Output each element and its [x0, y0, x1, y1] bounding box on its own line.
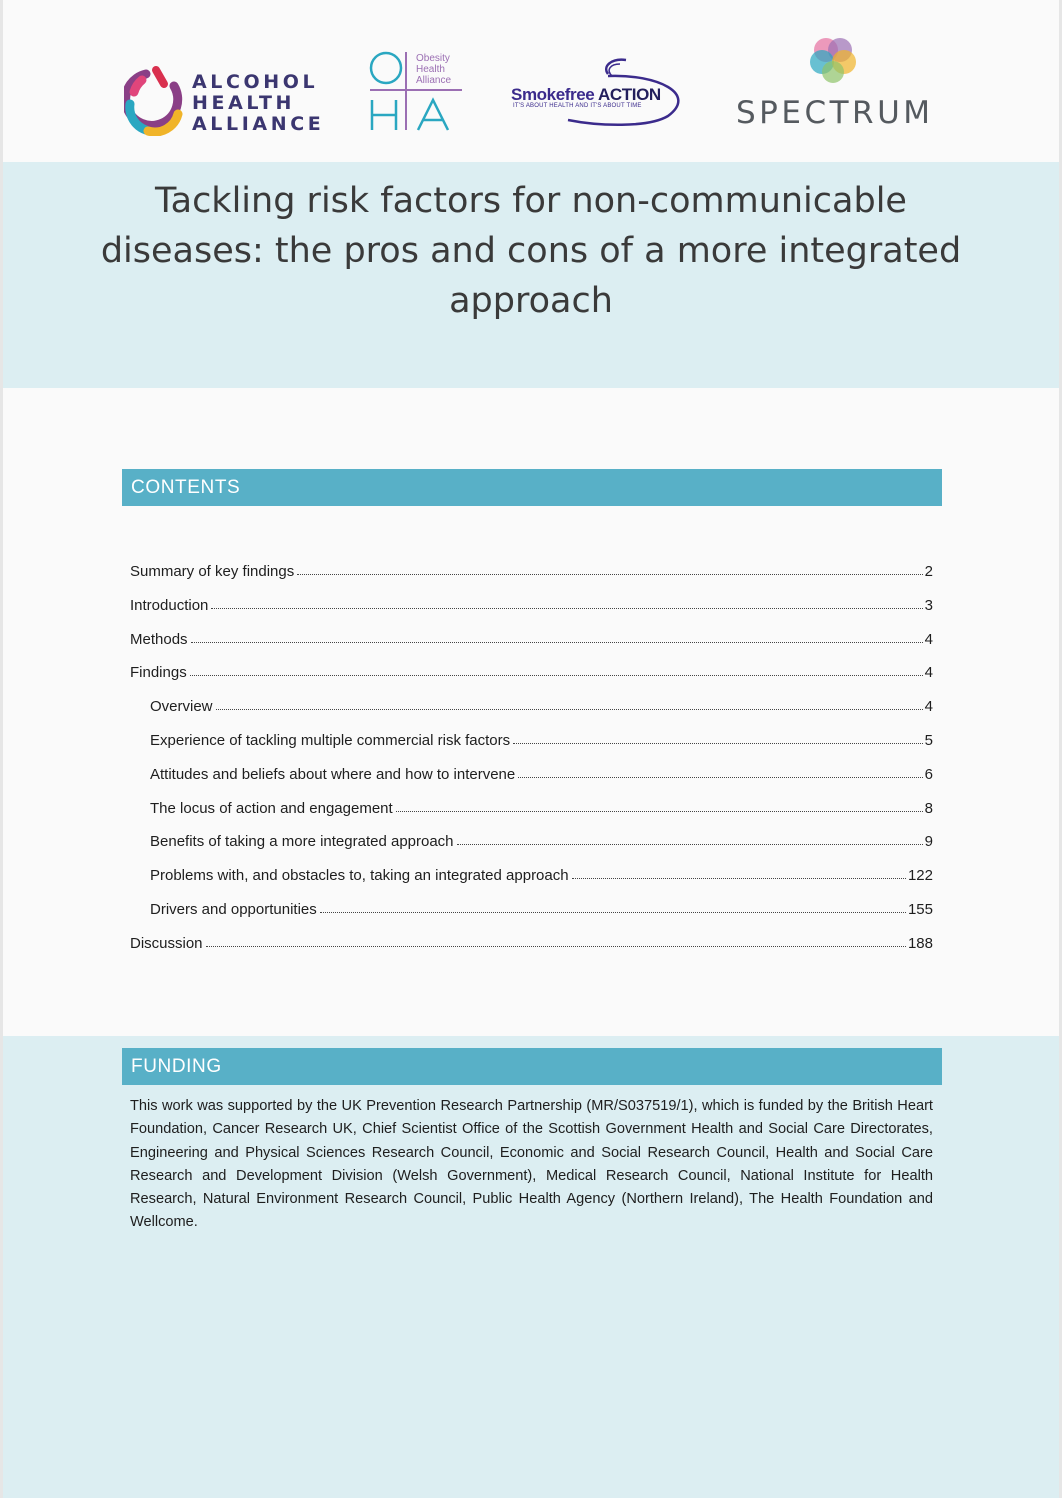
- toc-entry[interactable]: [150, 862, 933, 884]
- toc-entry[interactable]: [150, 828, 933, 850]
- toc-entry-label: Problems with, and obstacles to, taking an integrated approach: [150, 867, 569, 884]
- document-title: [3, 176, 1059, 326]
- toc-entry-page: 6: [924, 766, 933, 783]
- toc-entry[interactable]: [150, 693, 933, 715]
- toc-entry-label: Findings: [130, 664, 187, 681]
- toc-entry-label: Discussion: [130, 935, 203, 952]
- toc-leader-dots: [191, 642, 923, 643]
- toc-entry-label: Attitudes and beliefs about where and how to intervene: [150, 766, 516, 783]
- alcohol-health-alliance-logo: [124, 64, 324, 136]
- toc-entry-page: 155: [907, 901, 933, 918]
- page-edge-left: [0, 0, 3, 1498]
- toc-entry[interactable]: [130, 930, 933, 952]
- toc-leader-dots: [320, 912, 906, 913]
- action-word: ACTION: [598, 85, 661, 104]
- toc-leader-dots: [513, 743, 923, 744]
- toc-leader-dots: [297, 574, 922, 575]
- oha-subtitle: [416, 53, 451, 86]
- toc-entry[interactable]: [150, 896, 933, 918]
- toc-leader-dots: [457, 844, 923, 845]
- toc-entry[interactable]: [130, 626, 933, 648]
- toc-entry-page: 4: [924, 631, 933, 648]
- toc-entry-label: Methods: [130, 631, 188, 648]
- toc-entry-label: Summary of key findings: [130, 563, 295, 580]
- title-line-3: approach: [449, 281, 613, 321]
- spectrum-circles-icon: [734, 34, 934, 94]
- toc-leader-dots: [211, 608, 922, 609]
- toc-leader-dots: [206, 946, 906, 947]
- toc-entry[interactable]: [130, 558, 933, 580]
- oha-sub-3: Alliance: [416, 75, 452, 86]
- aha-word-2: HEALTH: [192, 92, 296, 114]
- smokefree-word: Smokefree: [511, 85, 595, 104]
- spectrum-logo: [734, 34, 934, 134]
- toc-leader-dots: [572, 878, 906, 879]
- toc-entry-label: Experience of tackling multiple commercial risk factors: [150, 732, 511, 749]
- toc-entry-page: 122: [907, 867, 933, 884]
- funding-heading: FUNDING: [122, 1048, 942, 1085]
- oha-sub-2: Health: [416, 64, 445, 75]
- contents-heading: CONTENTS: [122, 469, 942, 506]
- toc-entry-page: 4: [924, 698, 933, 715]
- title-band: [3, 162, 1059, 388]
- toc-entry-label: Introduction: [130, 597, 209, 614]
- toc-entry[interactable]: [130, 659, 933, 681]
- toc-entry-page: 5: [924, 732, 933, 749]
- oha-sub-1: Obesity: [416, 53, 450, 64]
- funding-statement: This work was supported by the UK Prevention Research Partnership (MR/S037519/1), which is funded by the British Heart Foundation, Cancer Research UK, Chief Scientist Office of the Scottish Government Health and Social Care Directorates, Engineering and Physical Sciences Research Council, Economic and Social Research Council, Health and Social Care Research and Development Division (Welsh Government), Medical Research Council, National Institute for Health Research, Natural Environment Research Council, Public Health Agency (Northern Ireland), The Health Foundation and Wellcome.: [130, 1098, 933, 1231]
- toc-entry-label: Benefits of taking a more integrated approach: [150, 833, 454, 850]
- toc-entry-label: The locus of action and engagement: [150, 800, 393, 817]
- toc-entry-page: 188: [907, 935, 933, 952]
- toc-entry-page: 2: [924, 563, 933, 580]
- aha-word-3: ALLIANCE: [192, 113, 325, 135]
- toc-entry-page: 3: [924, 597, 933, 614]
- smokefree-action-logo: [508, 54, 694, 130]
- toc-leader-dots: [190, 675, 923, 676]
- spectrum-wordmark: SPECTRUM: [736, 95, 934, 131]
- partner-logos: [0, 0, 1062, 162]
- aha-wordmark: [192, 72, 324, 135]
- smokefree-tagline: IT'S ABOUT HEALTH AND IT'S ABOUT TIME: [513, 103, 642, 109]
- toc-entry[interactable]: [130, 592, 933, 614]
- toc-entry[interactable]: [150, 795, 933, 817]
- toc-entry-label: Overview: [150, 698, 213, 715]
- toc-entry-page: 8: [924, 800, 933, 817]
- toc-entry[interactable]: [150, 727, 933, 749]
- toc-entry-label: Drivers and opportunities: [150, 901, 317, 918]
- obesity-health-alliance-logo: [366, 50, 466, 132]
- title-line-2: diseases: the pros and cons of a more integrated: [100, 231, 962, 271]
- droplet-ring-icon: [124, 64, 186, 136]
- toc-leader-dots: [216, 709, 923, 710]
- toc-leader-dots: [518, 777, 922, 778]
- toc-entry[interactable]: [150, 761, 933, 783]
- toc-entry-page: 9: [924, 833, 933, 850]
- toc-entry-page: 4: [924, 664, 933, 681]
- aha-word-1: ALCOHOL: [192, 71, 319, 93]
- toc-leader-dots: [396, 811, 923, 812]
- title-line-1: Tackling risk factors for non-communicable: [155, 181, 907, 221]
- smokefree-wordmark: [511, 85, 661, 105]
